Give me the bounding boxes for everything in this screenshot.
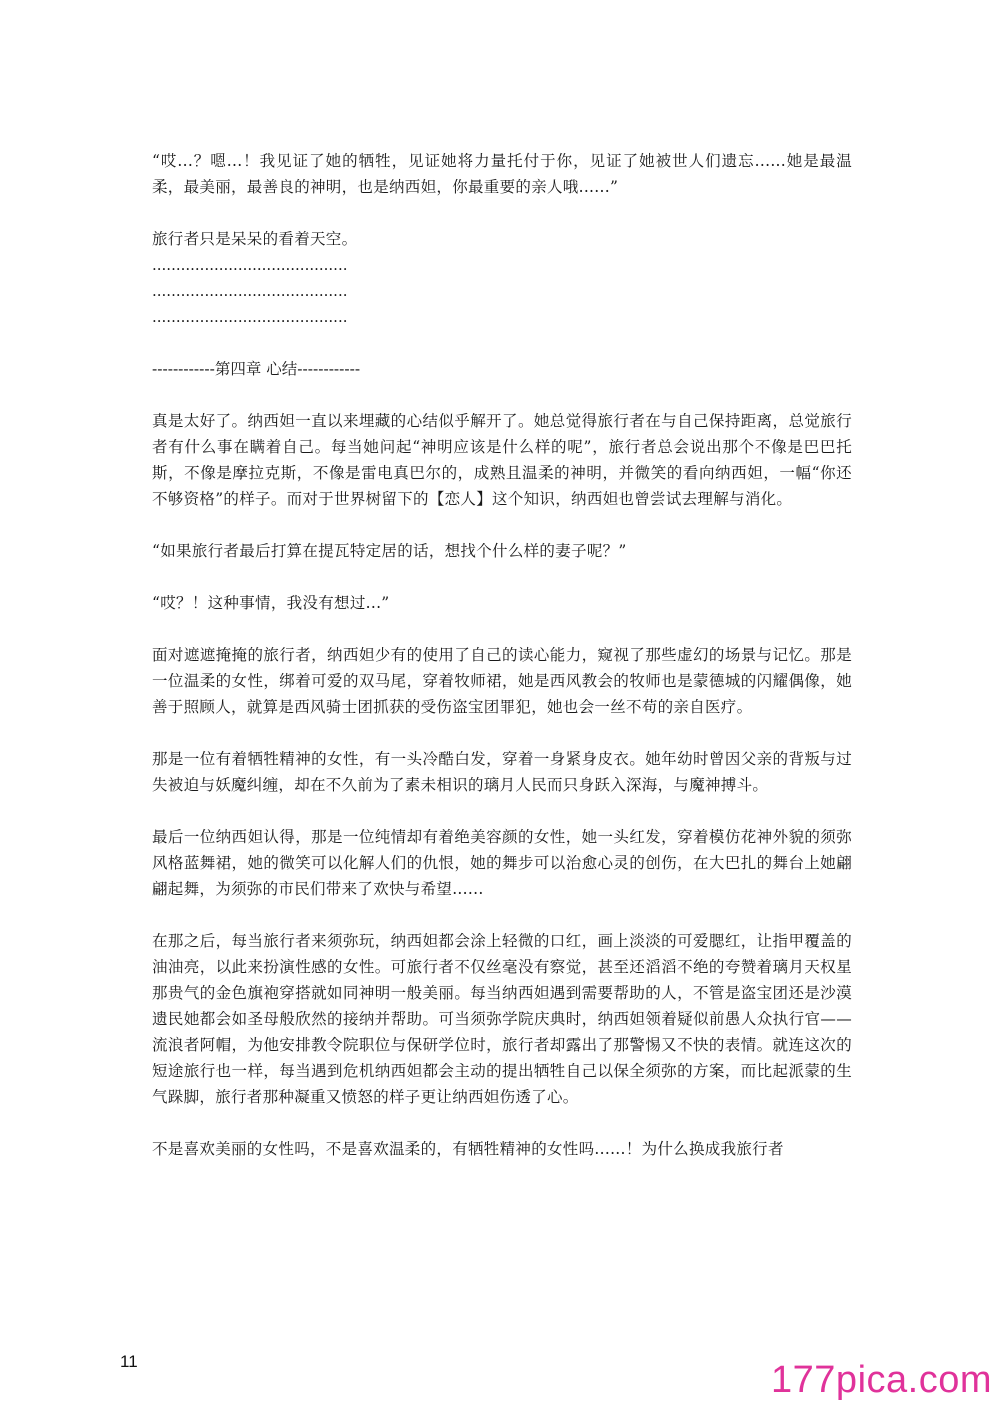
paragraph-quote-sacrifice: “哎...？嗯...！我见证了她的牺牲，见证她将力量托付于你，见证了她被世人们遗忘......她是最温柔，最美丽，最善良的神明，也是纳西妲，你最重要的亲人哦......”: [152, 152, 852, 196]
dots-line: .........................................: [152, 256, 348, 274]
paragraph-body: 真是太好了。纳西妲一直以来埋藏的心结似乎解开了。她总觉得旅行者在与自己保持距离，总觉旅行者有什么事在瞒着自己。每当她问起“神明应该是什么样的呢”，旅行者总会说出那个不像是巴巴托斯，不像是摩拉克斯，不像是雷电真巴尔的，成熟且温柔的神明，并微笑的看向纳西妲，一幅“你还不够资格”的样子。而对于世界树留下的【恋人】这个知识，纳西妲也曾尝试去理解与消化。: [152, 412, 852, 508]
watermark: 177pica.com: [771, 1359, 992, 1401]
dots-line: .........................................: [152, 308, 348, 326]
dots-line: .........................................: [152, 282, 348, 300]
paragraph-body: 不是喜欢美丽的女性吗，不是喜欢温柔的，有牺牲精神的女性吗......！为什么换成我旅行者: [152, 1140, 784, 1158]
paragraph-body: 在那之后，每当旅行者来须弥玩，纳西妲都会涂上轻微的口红，画上淡淡的可爱腮红，让指甲覆盖的油油亮，以此来扮演性感的女性。可旅行者不仅丝毫没有察觉，甚至还滔滔不绝的夸赞着璃月天权星那贵气的金色旗袍穿搭就如同神明一般美丽。每当纳西妲遇到需要帮助的人，不管是盗宝团还是沙漠遗民她都会如圣母般欣然的接纳并帮助。可当须弥学院庆典时，纳西妲领着疑似前愚人众执行官——流浪者阿帽，为他安排教令院职位与保研学位时，旅行者却露出了那警惕又不快的表情。就连这次的短途旅行也一样，每当遇到危机纳西妲都会主动的提出牺牲自己以保全须弥的方案，而比起派蒙的生气跺脚，旅行者那种凝重又愤怒的样子更让纳西妲伤透了心。: [152, 932, 852, 1106]
paragraph-body: “如果旅行者最后打算在提瓦特定居的话，想找个什么样的妻子呢？”: [152, 542, 627, 560]
paragraph-body: 面对遮遮掩掩的旅行者，纳西妲少有的使用了自己的读心能力，窥视了那些虚幻的场景与记忆。那是一位温柔的女性，绑着可爱的双马尾，穿着牧师裙，她是西风教会的牧师也是蒙德城的闪耀偶像，她善于照顾人，就算是西风骑士团抓获的受伤盗宝团罪犯，她也会一丝不苟的亲自医疗。: [152, 646, 852, 716]
ellipsis-divider: [152, 252, 852, 330]
paragraph-traveler-sky: 旅行者只是呆呆的看着天空。: [152, 230, 358, 248]
paragraph-body: 那是一位有着牺牲精神的女性，有一头冷酷白发，穿着一身紧身皮衣。她年幼时曾因父亲的背叛与过失被迫与妖魔纠缠，却在不久前为了素未相识的璃月人民而只身跃入深海，与魔神搏斗。: [152, 750, 852, 794]
page-content: [152, 148, 852, 1162]
chapter-heading: ------------第四章 心结------------: [152, 360, 361, 378]
page-number: 11: [120, 1352, 138, 1371]
paragraph-body: “哎？！这种事情，我没有想过...”: [152, 594, 390, 612]
paragraph-body: 最后一位纳西妲认得，那是一位纯情却有着绝美容颜的女性，她一头红发，穿着模仿花神外貌的须弥风格蓝舞裙，她的微笑可以化解人们的仇恨，她的舞步可以治愈心灵的创伤，在大巴扎的舞台上她翩翩起舞，为须弥的市民们带来了欢快与希望......: [152, 828, 852, 898]
